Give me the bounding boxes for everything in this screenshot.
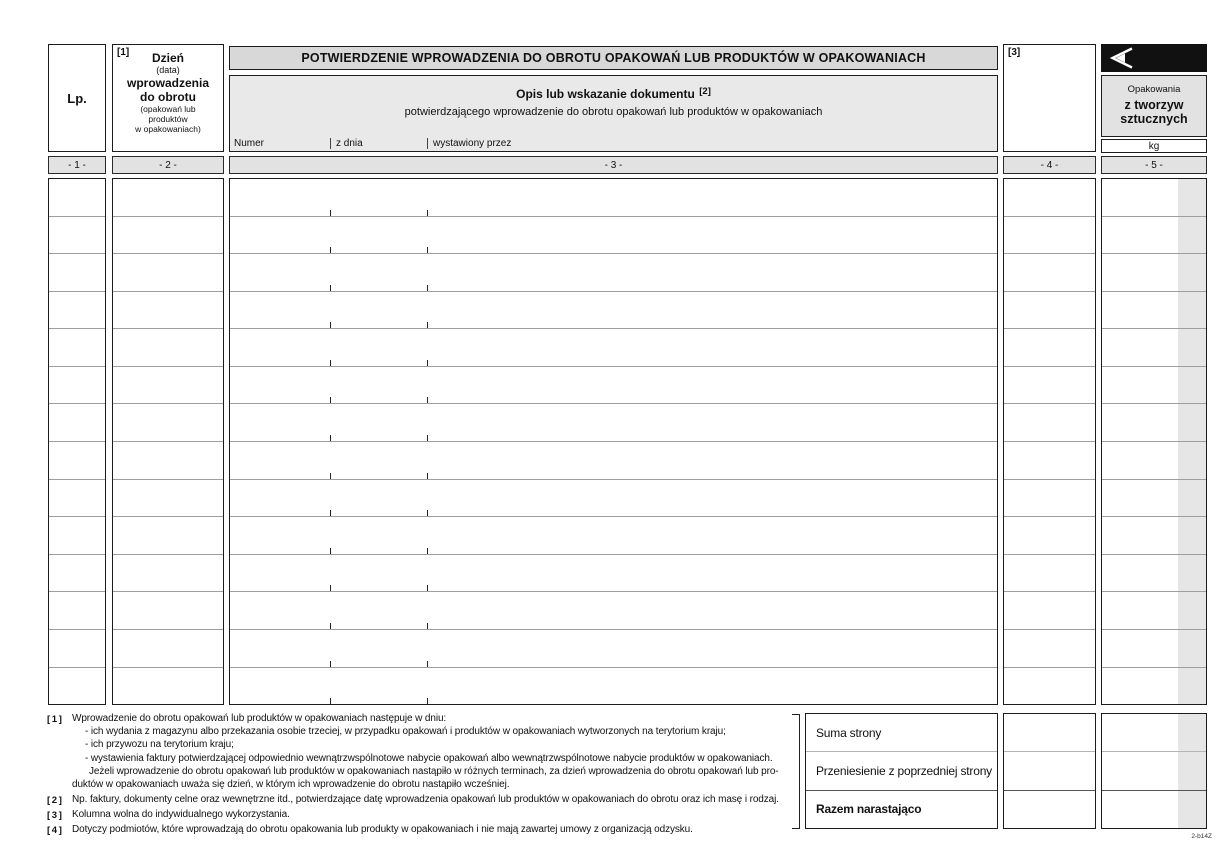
summary-values-column-4 [1003,713,1096,829]
lp-row-cell[interactable] [49,179,105,217]
summary-value-cell[interactable] [1102,752,1206,790]
free-row-cell[interactable] [1004,292,1095,330]
footnote-marker: [ 3 ] [47,809,62,821]
kg-row-cell[interactable] [1102,630,1206,668]
kg-row-cell[interactable] [1102,517,1206,555]
lp-row-cell[interactable] [49,442,105,480]
lp-row-cell[interactable] [49,668,105,705]
footnote-bracket [792,714,800,829]
date-row-cell[interactable] [113,179,223,217]
kg-row-cell[interactable] [1102,592,1206,630]
free-row-cell[interactable] [1004,668,1095,705]
column-header-free [1003,44,1096,152]
free-row-cell[interactable] [1004,517,1095,555]
material-label-small: Opakowania [1127,84,1181,95]
subcolumn-divider-tick [427,397,428,403]
recycling-arrow-icon [1105,46,1139,70]
footnote-line [47,778,803,791]
document-row-cell[interactable] [230,592,997,630]
date-row-cell[interactable] [113,630,223,668]
lp-row-cell[interactable] [49,404,105,442]
footnote-line [47,765,803,778]
footnote-line [47,725,803,738]
unit-kg: kg [1148,140,1160,152]
document-row-cell[interactable] [230,517,997,555]
table-body-column-lp [48,178,106,705]
kg-row-cell[interactable] [1102,217,1206,255]
summary-value-cell[interactable] [1102,791,1206,828]
footnote-ref-1: [1] [117,47,130,58]
footnote-text: Jeżeli wprowadzenie do obrotu opakowań lub produktów w opakowaniach nastąpiło w różnych terminach, za dzień wprowadzenia do obrotu opakowań lub pro- [89,765,779,777]
column-number-4: - 4 - [1003,156,1096,174]
lp-row-cell[interactable] [49,517,105,555]
summary-values-column-5 [1101,713,1207,829]
kg-row-cell[interactable] [1102,367,1206,405]
subcolumn-divider-tick [427,360,428,366]
kg-row-cell[interactable] [1102,442,1206,480]
lp-row-cell[interactable] [49,630,105,668]
date-header-line: Dzień [151,51,184,65]
lp-row-cell[interactable] [49,329,105,367]
free-row-cell[interactable] [1004,217,1095,255]
free-row-cell[interactable] [1004,630,1095,668]
subcolumn-divider-tick [330,285,331,291]
document-row-cell[interactable] [230,555,997,593]
kg-row-cell[interactable] [1102,292,1206,330]
free-row-cell[interactable] [1004,404,1095,442]
footnote-text: Kolumna wolna do indywidualnego wykorzystania. [72,809,290,821]
column-number-2: - 2 - [112,156,224,174]
date-row-cell[interactable] [113,480,223,518]
subcolumn-divider-tick [427,585,428,591]
lp-row-cell[interactable] [49,254,105,292]
table-body-column-kg [1101,178,1207,705]
date-row-cell[interactable] [113,517,223,555]
summary-labels-box [805,713,998,829]
kg-row-cell[interactable] [1102,179,1206,217]
summary-label: Przeniesienie z poprzedniej strony [816,763,992,778]
footnote-text: - ich przywozu na terytorium kraju; [85,739,234,751]
document-row-cell[interactable] [230,179,997,217]
footnote-text: - wystawienia faktury potwierdzającej odpowiednio wewnątrzwspólnotowe nabycie opakowań albo wewnątrzwspólnotowe nabycie produktów w opakowaniach. [85,752,773,764]
summary-row-razem-narastajaco [806,791,997,828]
subcolumn-divider-tick [427,247,428,253]
subcolumn-divider-tick [330,247,331,253]
footnote-line [47,712,803,725]
footnote-text: Wprowadzenie do obrotu opakowań lub produktów w opakowaniach następuje w dniu: [72,713,447,724]
date-row-cell[interactable] [113,292,223,330]
free-row-cell[interactable] [1004,442,1095,480]
date-header-note: w opakowaniach) [135,124,201,134]
subcolumn-label-zdnia: z dnia [330,138,363,149]
subcolumn-divider-tick [330,548,331,554]
subcolumn-divider-tick [427,698,428,704]
subcolumn-divider-tick [427,623,428,629]
date-row-cell[interactable] [113,367,223,405]
date-header-line: wprowadzenia [126,76,209,90]
document-row-cell[interactable] [230,442,997,480]
date-row-cell[interactable] [113,442,223,480]
footnote-marker: [ 1 ] [47,713,62,725]
date-header-note: (opakowań lub [140,104,196,114]
table-body-column-free [1003,178,1096,705]
document-row-cell[interactable] [230,329,997,367]
subcolumn-divider-tick [330,698,331,704]
date-row-cell[interactable] [113,668,223,705]
column-header-document [229,75,998,152]
free-row-cell[interactable] [1004,480,1095,518]
subcolumn-divider-tick [427,210,428,216]
material-label-bold: z tworzyw sztucznych [1120,98,1188,126]
subcolumn-divider-tick [427,285,428,291]
summary-row-przeniesienie [806,752,997,790]
document-row-cell[interactable] [230,254,997,292]
column-header-material [1101,75,1207,137]
free-row-cell[interactable] [1004,179,1095,217]
column-number-5: - 5 - [1101,156,1207,174]
subcolumn-divider-tick [427,435,428,441]
footnote-line [47,752,803,765]
lp-row-cell[interactable] [49,217,105,255]
free-row-cell[interactable] [1004,367,1095,405]
kg-row-cell[interactable] [1102,329,1206,367]
document-row-cell[interactable] [230,480,997,518]
form-code: 2-b14Z [1191,833,1212,840]
footnote-text: duktów w opakowaniach uważa się dzień, w którym ich wprowadzenie do obrotu nastąpiło wcześniej. [72,779,510,791]
form-title: POTWIERDZENIE WPROWADZENIA DO OBROTU OPAKOWAŃ LUB PRODUKTÓW W OPAKOWANIACH [301,51,926,65]
lp-row-cell[interactable] [49,555,105,593]
kg-row-cell[interactable] [1102,555,1206,593]
footnote-text: Np. faktury, dokumenty celne oraz wewnętrzne itd., potwierdzające datę wprowadzenia opakowań lub produktów w opakowaniach do obrotu oraz ich masę i rodzaj. [72,794,779,806]
subcolumn-divider-tick [427,473,428,479]
subcolumn-divider-tick [330,360,331,366]
subcolumn-label-wystawiony-przez: wystawiony przez [427,138,511,149]
form-title-bar [229,46,998,70]
subcolumn-divider-tick [330,585,331,591]
footnote-line [47,808,803,821]
date-header-note: produktów [148,114,188,124]
date-header-line: do obrotu [140,90,196,104]
date-row-cell[interactable] [113,592,223,630]
free-row-cell[interactable] [1004,555,1095,593]
date-row-cell[interactable] [113,329,223,367]
footnote-line [47,738,803,751]
footnote-line [47,823,803,836]
footnote-text: Dotyczy podmiotów, które wprowadzają do obrotu opakowania lub produkty w opakowaniach i nie mają zawartej umowy z organizacją odzysku. [72,824,693,836]
document-row-cell[interactable] [230,404,997,442]
subcolumn-divider-tick [330,473,331,479]
lp-row-cell[interactable] [49,367,105,405]
date-row-cell[interactable] [113,254,223,292]
subcolumn-divider-tick [330,322,331,328]
column-header-date [112,44,224,152]
subcolumn-divider-tick [427,661,428,667]
summary-label: Suma strony [816,725,882,740]
kg-row-cell[interactable] [1102,480,1206,518]
summary-value-cell[interactable] [1102,714,1206,752]
column-header-lp [48,44,106,152]
material-header-bar [1101,44,1207,72]
subcolumn-divider-tick [330,661,331,667]
footnote-ref-2: [2] [699,86,711,97]
summary-value-cell[interactable] [1004,714,1095,752]
subcolumn-label-numer: Numer [234,138,265,149]
column-number-3: - 3 - [229,156,998,174]
document-subtitle: Opis lub wskazanie dokumentu [2] [516,86,711,101]
lp-label: Lp. [67,90,87,106]
footnote-text: - ich wydania z magazynu albo przekazania osobie trzeciej, w przypadku opakowań i produktów w opakowaniach wytworzonych na terytorium kraju; [85,726,726,738]
summary-row-suma-strony [806,714,997,752]
summary-value-cell[interactable] [1004,752,1095,790]
document-row-cell[interactable] [230,367,997,405]
column-number-1: - 1 - [48,156,106,174]
subcolumn-divider-tick [330,435,331,441]
footnotes-section [47,712,803,836]
kg-row-cell[interactable] [1102,668,1206,705]
lp-row-cell[interactable] [49,480,105,518]
kg-row-cell[interactable] [1102,254,1206,292]
date-row-cell[interactable] [113,217,223,255]
free-row-cell[interactable] [1004,592,1095,630]
document-row-cell[interactable] [230,292,997,330]
document-row-cell[interactable] [230,630,997,668]
date-row-cell[interactable] [113,555,223,593]
footnote-marker: [ 4 ] [47,824,62,836]
unit-cell [1101,139,1207,153]
free-row-cell[interactable] [1004,329,1095,367]
table-body-column-date [112,178,224,705]
document-subtitle-line2: potwierdzającego wprowadzenie do obrotu opakowań lub produktów w opakowaniach [404,106,823,118]
subcolumn-divider-tick [330,510,331,516]
subcolumn-divider-tick [427,322,428,328]
subcolumn-divider-tick [427,510,428,516]
footnote-marker: [ 2 ] [47,794,62,806]
subcolumn-divider-tick [330,210,331,216]
kg-row-cell[interactable] [1102,404,1206,442]
date-header-line: (data) [156,65,180,75]
lp-row-cell[interactable] [49,292,105,330]
table-body-column-document [229,178,998,705]
subcolumn-divider-tick [330,623,331,629]
footnote-ref-3: [3] [1008,47,1021,58]
free-row-cell[interactable] [1004,254,1095,292]
subcolumn-divider-tick [427,548,428,554]
document-row-cell[interactable] [230,217,997,255]
summary-value-cell[interactable] [1004,791,1095,828]
date-row-cell[interactable] [113,404,223,442]
footnote-line [47,793,803,806]
subcolumn-divider-tick [330,397,331,403]
lp-row-cell[interactable] [49,592,105,630]
document-row-cell[interactable] [230,668,997,705]
summary-label: Razem narastająco [816,802,922,817]
